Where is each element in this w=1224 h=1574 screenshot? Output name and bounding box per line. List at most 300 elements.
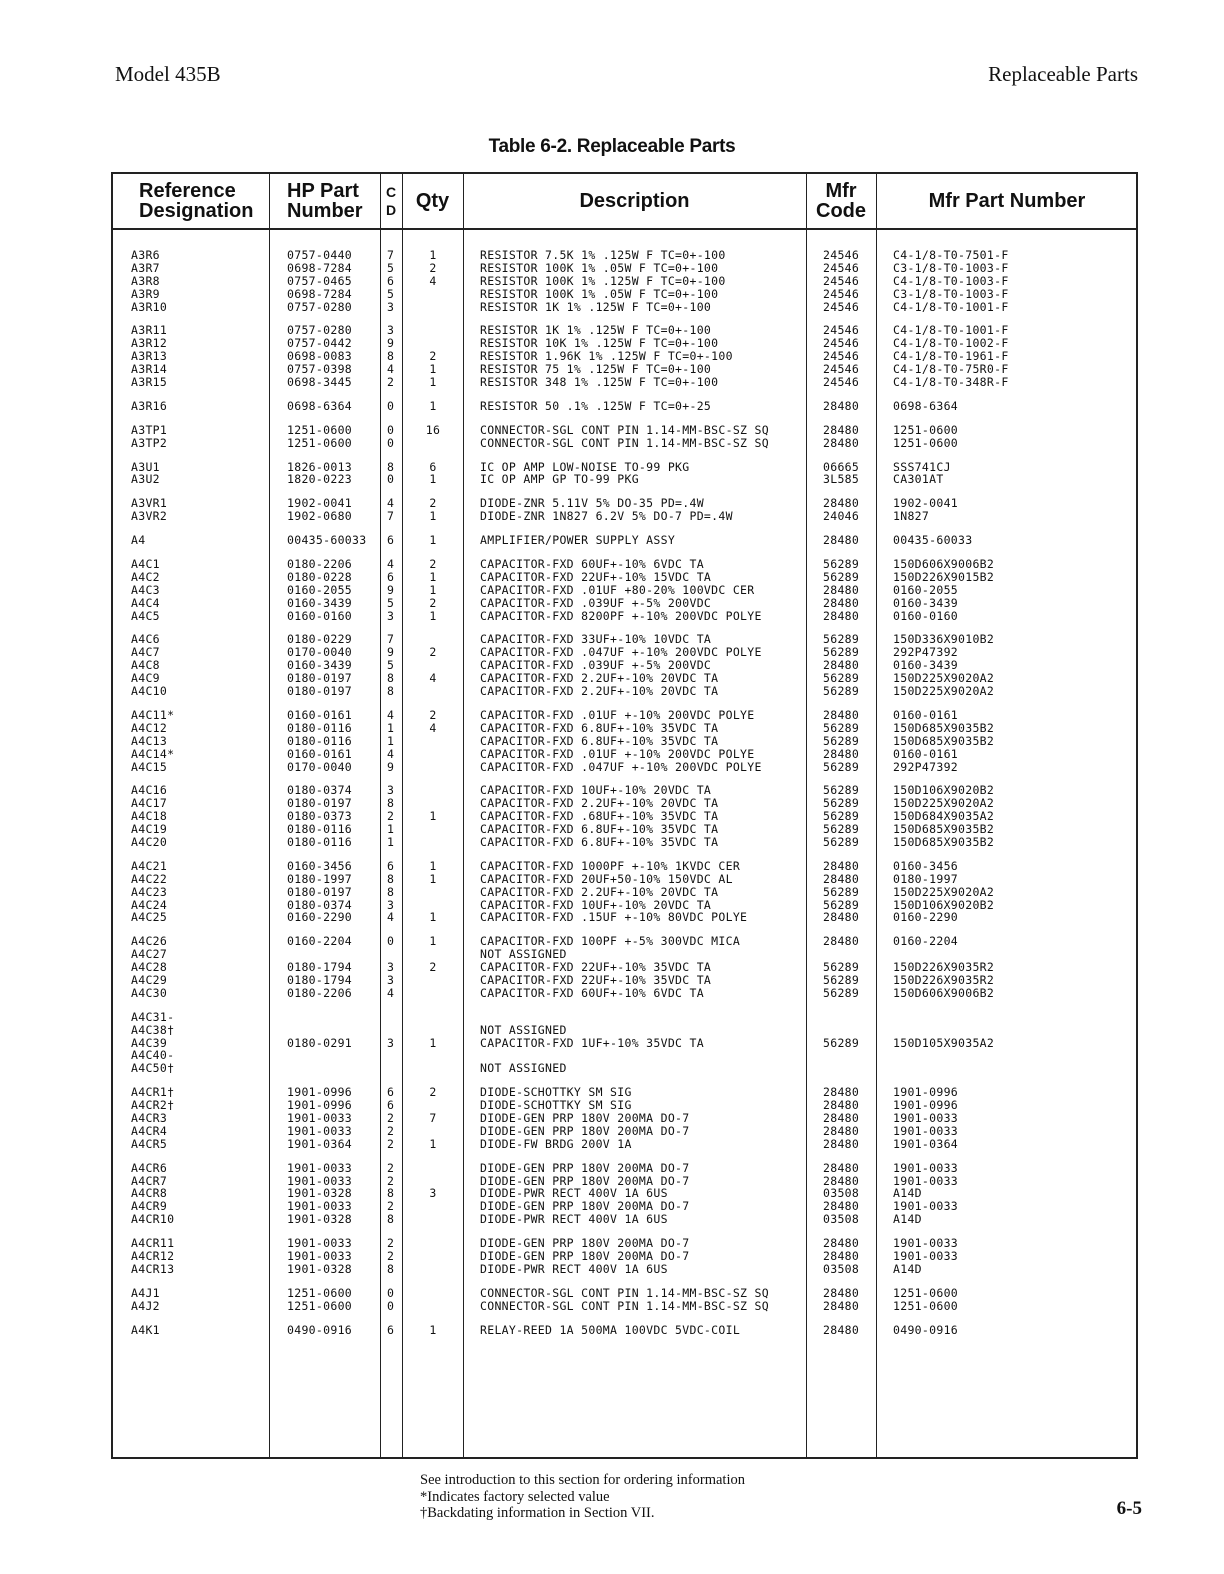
cell-mfr-code: 03508 bbox=[823, 1212, 860, 1227]
table-row bbox=[113, 288, 1136, 301]
row-group bbox=[113, 1324, 1136, 1337]
cell-mfr-part-number: 0160-2290 bbox=[893, 910, 959, 925]
cell-reference: A4C15 bbox=[131, 759, 168, 774]
cell-description: DIODE-SCHOTTKY SM SIG bbox=[480, 1098, 632, 1113]
cell-reference: A4C9 bbox=[131, 671, 160, 686]
cell-cd: 7 bbox=[387, 632, 395, 647]
cell-reference: A4C30 bbox=[131, 985, 168, 1000]
cell-mfr-part-number: 150D226X9035R2 bbox=[893, 960, 995, 975]
cell-hp-part: 1902-0680 bbox=[287, 509, 353, 524]
cell-description: DIODE-GEN PRP 180V 200MA DO-7 bbox=[480, 1123, 690, 1138]
cell-reference: A4C13 bbox=[131, 733, 168, 748]
cell-mfr-part-number: C4-1/8-T0-348R-F bbox=[893, 375, 1009, 390]
cell-cd: 8 bbox=[387, 684, 395, 699]
cell-reference: A4C10 bbox=[131, 684, 168, 699]
cell-mfr-part-number: 150D225X9020A2 bbox=[893, 796, 995, 811]
cell-mfr-part-number: 1N827 bbox=[893, 509, 930, 524]
cell-reference: A3R14 bbox=[131, 362, 168, 377]
table-row bbox=[113, 424, 1136, 437]
cell-cd: 3 bbox=[387, 897, 395, 912]
row-group bbox=[113, 633, 1136, 697]
table-row bbox=[113, 437, 1136, 450]
cell-cd: 4 bbox=[387, 985, 395, 1000]
cell-reference: A4C14* bbox=[131, 746, 175, 761]
cell-mfr-part-number: A14D bbox=[893, 1212, 922, 1227]
cell-reference: A4C7 bbox=[131, 645, 160, 660]
cell-cd: 1 bbox=[387, 720, 395, 735]
cell-cd: 1 bbox=[387, 733, 395, 748]
cell-cd: 0 bbox=[387, 1285, 395, 1300]
cell-hp-part: 0180-0116 bbox=[287, 733, 353, 748]
cell-qty: 2 bbox=[429, 260, 437, 275]
cell-mfr-code: 28480 bbox=[823, 934, 860, 949]
cell-mfr-code: 24546 bbox=[823, 248, 860, 262]
table-row bbox=[113, 709, 1136, 722]
cell-mfr-code: 56289 bbox=[823, 1035, 860, 1050]
table-row bbox=[113, 886, 1136, 899]
cell-hp-part: 0180-0197 bbox=[287, 796, 353, 811]
cell-description: CAPACITOR-FXD 60UF+-10% 6VDC TA bbox=[480, 557, 704, 572]
cell-hp-part: 1901-0033 bbox=[287, 1160, 353, 1175]
cell-mfr-part-number: 150D106X9020B2 bbox=[893, 783, 995, 798]
cell-mfr-code: 56289 bbox=[823, 985, 860, 1000]
cell-cd: 0 bbox=[387, 934, 395, 949]
cell-cd: 9 bbox=[387, 336, 395, 351]
cell-description: CAPACITOR-FXD 8200PF +-10% 200VDC POLYE bbox=[480, 608, 762, 623]
cell-mfr-part-number: C4-1/8-T0-1002-F bbox=[893, 336, 1009, 351]
column-header-reference-line1: Reference bbox=[139, 180, 236, 202]
cell-reference: A4K1 bbox=[131, 1322, 160, 1337]
cell-description: CAPACITOR-FXD 33UF+-10% 10VDC TA bbox=[480, 632, 712, 647]
cell-cd: 3 bbox=[387, 972, 395, 987]
cell-hp-part: 0180-0116 bbox=[287, 720, 353, 735]
cell-reference: A4C38† bbox=[131, 1022, 175, 1037]
table-row bbox=[113, 584, 1136, 597]
row-group bbox=[113, 461, 1136, 487]
table-row bbox=[113, 534, 1136, 547]
cell-cd: 5 bbox=[387, 595, 395, 610]
cell-cd: 0 bbox=[387, 435, 395, 450]
cell-description: RELAY-REED 1A 500MA 100VDC 5VDC-COIL bbox=[480, 1322, 741, 1337]
cell-mfr-code: 28480 bbox=[823, 398, 860, 413]
table-row bbox=[113, 1024, 1136, 1037]
cell-reference: A4C11* bbox=[131, 707, 175, 722]
cell-mfr-code: 28480 bbox=[823, 1136, 860, 1151]
cell-description: DIODE-ZNR 5.11V 5% DO-35 PD=.4W bbox=[480, 496, 704, 511]
cell-qty: 2 bbox=[429, 645, 437, 660]
cell-qty: 4 bbox=[429, 671, 437, 686]
table-row bbox=[113, 1049, 1136, 1062]
cell-reference: A4J1 bbox=[131, 1285, 160, 1300]
cell-hp-part: 1901-0033 bbox=[287, 1249, 353, 1263]
cell-hp-part: 0757-0442 bbox=[287, 336, 353, 351]
cell-mfr-code: 56289 bbox=[823, 733, 860, 748]
cell-hp-part: 0160-3456 bbox=[287, 858, 353, 873]
cell-hp-part: 0757-0465 bbox=[287, 273, 353, 288]
cell-cd: 4 bbox=[387, 707, 395, 722]
cell-hp-part: 1901-0033 bbox=[287, 1123, 353, 1138]
cell-mfr-code: 28480 bbox=[823, 1173, 860, 1188]
cell-reference: A4C40- bbox=[131, 1048, 175, 1063]
cell-qty: 2 bbox=[429, 960, 437, 975]
cell-cd: 5 bbox=[387, 260, 395, 275]
cell-description: IC OP AMP LOW-NOISE TO-99 PKG bbox=[480, 459, 690, 474]
cell-hp-part: 1251-0600 bbox=[287, 1285, 353, 1300]
row-group bbox=[113, 935, 1136, 999]
row-group bbox=[113, 534, 1136, 547]
cell-reference: A4C29 bbox=[131, 972, 168, 987]
cell-qty: 2 bbox=[429, 1085, 437, 1100]
cell-cd: 6 bbox=[387, 533, 395, 548]
cell-hp-part: 0160-0161 bbox=[287, 746, 353, 761]
column-header-mfr-line2: Code bbox=[816, 200, 866, 222]
cell-mfr-code: 56289 bbox=[823, 960, 860, 975]
cell-mfr-code: 28480 bbox=[823, 858, 860, 873]
cell-mfr-code: 28480 bbox=[823, 533, 860, 548]
cell-description: DIODE-GEN PRP 180V 200MA DO-7 bbox=[480, 1173, 690, 1188]
cell-cd: 4 bbox=[387, 557, 395, 572]
cell-mfr-code: 28480 bbox=[823, 746, 860, 761]
cell-qty: 1 bbox=[429, 1035, 437, 1050]
cell-cd: 0 bbox=[387, 398, 395, 413]
cell-mfr-part-number: C4-1/8-T0-7501-F bbox=[893, 248, 1009, 262]
cell-mfr-code: 24546 bbox=[823, 349, 860, 364]
cell-reference: A4C17 bbox=[131, 796, 168, 811]
cell-cd: 2 bbox=[387, 375, 395, 390]
cell-description: CAPACITOR-FXD 20UF+50-10% 150VDC AL bbox=[480, 871, 733, 886]
cell-mfr-code: 56289 bbox=[823, 897, 860, 912]
cell-qty: 3 bbox=[429, 1186, 437, 1201]
cell-qty: 4 bbox=[429, 720, 437, 735]
table-row bbox=[113, 836, 1136, 849]
cell-mfr-part-number: CA301AT bbox=[893, 472, 944, 487]
row-group bbox=[113, 709, 1136, 773]
cell-mfr-part-number: 292P47392 bbox=[893, 759, 959, 774]
cell-mfr-part-number: C4-1/8-T0-75R0-F bbox=[893, 362, 1009, 377]
cell-hp-part: 0757-0280 bbox=[287, 323, 353, 338]
cell-description: CAPACITOR-FXD 6.8UF+-10% 35VDC TA bbox=[480, 733, 719, 748]
cell-reference: A4J2 bbox=[131, 1298, 160, 1313]
cell-description: CONNECTOR-SGL CONT PIN 1.14-MM-BSC-SZ SQ bbox=[480, 435, 769, 450]
cell-hp-part: 1251-0600 bbox=[287, 435, 353, 450]
table-row bbox=[113, 1138, 1136, 1151]
cell-reference: A4C22 bbox=[131, 871, 168, 886]
cell-mfr-code: 56289 bbox=[823, 972, 860, 987]
cell-cd: 0 bbox=[387, 422, 395, 437]
cell-reference: A4C39 bbox=[131, 1035, 168, 1050]
cell-qty: 2 bbox=[429, 349, 437, 364]
cell-hp-part: 1901-0328 bbox=[287, 1261, 353, 1276]
table-row bbox=[113, 974, 1136, 987]
cell-qty: 1 bbox=[429, 910, 437, 925]
cell-reference: A4C1 bbox=[131, 557, 160, 572]
table-row bbox=[113, 860, 1136, 873]
header-model: Model 435B bbox=[115, 62, 221, 86]
cell-description: CAPACITOR-FXD 1000PF +-10% 1KVDC CER bbox=[480, 858, 741, 873]
table-row bbox=[113, 1300, 1136, 1313]
table-row bbox=[113, 597, 1136, 610]
cell-mfr-code: 28480 bbox=[823, 1322, 860, 1337]
cell-hp-part: 0180-0374 bbox=[287, 897, 353, 912]
cell-qty: 1 bbox=[429, 533, 437, 548]
cell-mfr-part-number: 150D606X9006B2 bbox=[893, 557, 995, 572]
cell-mfr-part-number: C4-1/8-T0-1003-F bbox=[893, 273, 1009, 288]
column-header-mfr-code bbox=[806, 174, 876, 228]
cell-mfr-part-number: C3-1/8-T0-1003-F bbox=[893, 260, 1009, 275]
cell-qty: 2 bbox=[429, 496, 437, 511]
cell-description: CONNECTOR-SGL CONT PIN 1.14-MM-BSC-SZ SQ bbox=[480, 422, 769, 437]
cell-reference: A3R6 bbox=[131, 248, 160, 262]
cell-qty: 2 bbox=[429, 595, 437, 610]
table-row bbox=[113, 400, 1136, 413]
cell-qty: 1 bbox=[429, 809, 437, 824]
cell-qty: 2 bbox=[429, 557, 437, 572]
cell-description: RESISTOR 100K 1% .125W F TC=0+-100 bbox=[480, 273, 726, 288]
cell-hp-part: 0180-0291 bbox=[287, 1035, 353, 1050]
cell-mfr-part-number: 0160-2055 bbox=[893, 582, 959, 597]
cell-hp-part: 0170-0040 bbox=[287, 759, 353, 774]
header-rule bbox=[113, 228, 1136, 230]
cell-hp-part: 0160-0161 bbox=[287, 707, 353, 722]
cell-cd: 6 bbox=[387, 1098, 395, 1113]
cell-mfr-code: 24546 bbox=[823, 375, 860, 390]
cell-cd: 2 bbox=[387, 1199, 395, 1214]
cell-mfr-code: 56289 bbox=[823, 884, 860, 899]
cell-qty: 6 bbox=[429, 459, 437, 474]
cell-qty: 1 bbox=[429, 472, 437, 487]
cell-description: CAPACITOR-FXD 22UF+-10% 15VDC TA bbox=[480, 569, 712, 584]
cell-cd: 3 bbox=[387, 608, 395, 623]
cell-mfr-code: 28480 bbox=[823, 422, 860, 437]
table-row bbox=[113, 1125, 1136, 1138]
cell-mfr-part-number: 1901-0364 bbox=[893, 1136, 959, 1151]
cell-hp-part: 1826-0013 bbox=[287, 459, 353, 474]
cell-mfr-part-number: 292P47392 bbox=[893, 645, 959, 660]
cell-mfr-code: 28480 bbox=[823, 1199, 860, 1214]
cell-cd: 4 bbox=[387, 746, 395, 761]
cell-description: DIODE-PWR RECT 400V 1A 6US bbox=[480, 1186, 668, 1201]
cell-hp-part: 0170-0040 bbox=[287, 645, 353, 660]
cell-mfr-code: 56289 bbox=[823, 671, 860, 686]
cell-qty: 16 bbox=[425, 422, 441, 437]
cell-hp-part: 00435-60033 bbox=[287, 533, 367, 548]
cell-mfr-part-number: 1901-0996 bbox=[893, 1098, 959, 1113]
cell-description: CAPACITOR-FXD 6.8UF+-10% 35VDC TA bbox=[480, 834, 719, 849]
cell-description: DIODE-GEN PRP 180V 200MA DO-7 bbox=[480, 1110, 690, 1125]
cell-cd: 8 bbox=[387, 871, 395, 886]
cell-reference: A4C23 bbox=[131, 884, 168, 899]
table-row bbox=[113, 376, 1136, 389]
cell-reference: A4C16 bbox=[131, 783, 168, 798]
cell-hp-part: 0180-1794 bbox=[287, 960, 353, 975]
cell-description: CAPACITOR-FXD .047UF +-10% 200VDC POLYE bbox=[480, 759, 762, 774]
cell-mfr-part-number: SSS741CJ bbox=[893, 459, 951, 474]
cell-description: CAPACITOR-FXD 100PF +-5% 300VDC MICA bbox=[480, 934, 741, 949]
header-section: Replaceable Parts bbox=[988, 62, 1138, 86]
cell-hp-part: 1902-0041 bbox=[287, 496, 353, 511]
page-number: 6-5 bbox=[1116, 1498, 1142, 1519]
cell-reference: A4CR5 bbox=[131, 1136, 168, 1151]
cell-mfr-code: 28480 bbox=[823, 1123, 860, 1138]
cell-mfr-code: 56289 bbox=[823, 759, 860, 774]
cell-description: NOT ASSIGNED bbox=[480, 1061, 567, 1076]
cell-mfr-part-number: 150D106X9020B2 bbox=[893, 897, 995, 912]
cell-cd: 9 bbox=[387, 759, 395, 774]
cell-reference: A4C3 bbox=[131, 582, 160, 597]
column-header-cd-c: C bbox=[385, 184, 397, 200]
cell-description: RESISTOR 10K 1% .125W F TC=0+-100 bbox=[480, 336, 719, 351]
cell-mfr-part-number: 1902-0041 bbox=[893, 496, 959, 511]
cell-mfr-code: 28480 bbox=[823, 1249, 860, 1263]
cell-hp-part: 0180-1997 bbox=[287, 871, 353, 886]
row-group bbox=[113, 1086, 1136, 1150]
cell-mfr-part-number: 150D685X9035B2 bbox=[893, 834, 995, 849]
cell-cd: 8 bbox=[387, 459, 395, 474]
cell-hp-part: 1251-0600 bbox=[287, 1298, 353, 1313]
cell-cd: 0 bbox=[387, 472, 395, 487]
cell-reference: A3R7 bbox=[131, 260, 160, 275]
cell-reference: A4CR8 bbox=[131, 1186, 168, 1201]
cell-description: CAPACITOR-FXD 2.2UF+-10% 20VDC TA bbox=[480, 671, 719, 686]
cell-description: RESISTOR 100K 1% .05W F TC=0+-100 bbox=[480, 286, 719, 301]
row-group bbox=[113, 1162, 1136, 1226]
cell-reference: A4C31- bbox=[131, 1009, 175, 1024]
cell-mfr-part-number: 00435-60033 bbox=[893, 533, 973, 548]
column-header-reference bbox=[139, 174, 269, 228]
cell-hp-part: 0698-3445 bbox=[287, 375, 353, 390]
cell-mfr-part-number: 1251-0600 bbox=[893, 435, 959, 450]
cell-hp-part: 0180-0116 bbox=[287, 822, 353, 837]
cell-mfr-code: 24546 bbox=[823, 323, 860, 338]
cell-cd: 8 bbox=[387, 349, 395, 364]
cell-mfr-part-number: 150D105X9035A2 bbox=[893, 1035, 995, 1050]
cell-cd: 7 bbox=[387, 248, 395, 262]
cell-reference: A4CR12 bbox=[131, 1249, 175, 1263]
row-group bbox=[113, 424, 1136, 450]
cell-description: NOT ASSIGNED bbox=[480, 1022, 567, 1037]
column-header-cd-d: D bbox=[385, 202, 397, 218]
cell-hp-part: 0180-0373 bbox=[287, 809, 353, 824]
cell-hp-part: 0180-1794 bbox=[287, 972, 353, 987]
cell-reference: A4CR4 bbox=[131, 1123, 168, 1138]
row-group bbox=[113, 1011, 1136, 1075]
cell-mfr-part-number: 1901-0033 bbox=[893, 1160, 959, 1175]
row-group bbox=[113, 249, 1136, 313]
cell-mfr-code: 28480 bbox=[823, 871, 860, 886]
table-row bbox=[113, 1287, 1136, 1300]
cell-mfr-part-number: 0160-0160 bbox=[893, 608, 959, 623]
cell-reference: A4CR10 bbox=[131, 1212, 175, 1227]
cell-hp-part: 0160-3439 bbox=[287, 595, 353, 610]
table-row bbox=[113, 1112, 1136, 1125]
cell-description: CAPACITOR-FXD .68UF+-10% 35VDC TA bbox=[480, 809, 719, 824]
cell-mfr-code: 28480 bbox=[823, 1085, 860, 1100]
table-row bbox=[113, 571, 1136, 584]
cell-qty: 1 bbox=[429, 362, 437, 377]
cell-mfr-part-number: 1901-0033 bbox=[893, 1236, 959, 1251]
cell-reference: A4CR7 bbox=[131, 1173, 168, 1188]
cell-hp-part: 1251-0600 bbox=[287, 422, 353, 437]
table-title: Table 6-2. Replaceable Parts bbox=[488, 136, 736, 157]
cell-mfr-code: 28480 bbox=[823, 658, 860, 673]
column-header-cd bbox=[380, 174, 402, 228]
cell-hp-part: 0160-2290 bbox=[287, 910, 353, 925]
cell-reference: A3R15 bbox=[131, 375, 168, 390]
cell-mfr-code: 24546 bbox=[823, 299, 860, 314]
table-row bbox=[113, 1062, 1136, 1075]
cell-mfr-code: 28480 bbox=[823, 1285, 860, 1300]
cell-reference: A4C20 bbox=[131, 834, 168, 849]
table-row bbox=[113, 748, 1136, 761]
cell-hp-part: 0757-0398 bbox=[287, 362, 353, 377]
cell-cd: 3 bbox=[387, 323, 395, 338]
cell-description: CAPACITOR-FXD 6.8UF+-10% 35VDC TA bbox=[480, 822, 719, 837]
table-row bbox=[113, 1162, 1136, 1175]
cell-hp-part: 0180-0229 bbox=[287, 632, 353, 647]
cell-mfr-part-number: 0160-3439 bbox=[893, 658, 959, 673]
cell-mfr-code: 56289 bbox=[823, 684, 860, 699]
cell-cd: 6 bbox=[387, 858, 395, 873]
cell-mfr-code: 28480 bbox=[823, 707, 860, 722]
cell-qty: 1 bbox=[429, 871, 437, 886]
table-row bbox=[113, 1324, 1136, 1337]
column-header-mfr-line1: Mfr bbox=[825, 180, 857, 202]
cell-reference: A3R12 bbox=[131, 336, 168, 351]
column-header-hp-part bbox=[287, 174, 380, 228]
cell-mfr-code: 24546 bbox=[823, 286, 860, 301]
cell-mfr-part-number: 0160-0161 bbox=[893, 746, 959, 761]
row-group bbox=[113, 784, 1136, 848]
cell-description: RESISTOR 75 1% .125W F TC=0+-100 bbox=[480, 362, 712, 377]
cell-description: CAPACITOR-FXD 2.2UF+-10% 20VDC TA bbox=[480, 796, 719, 811]
cell-description: CAPACITOR-FXD 1UF+-10% 35VDC TA bbox=[480, 1035, 704, 1050]
table-row bbox=[113, 262, 1136, 275]
cell-mfr-part-number: 1251-0600 bbox=[893, 1298, 959, 1313]
cell-cd: 7 bbox=[387, 509, 395, 524]
cell-mfr-part-number: 0160-3439 bbox=[893, 595, 959, 610]
cell-reference: A4 bbox=[131, 533, 146, 548]
cell-description: DIODE-PWR RECT 400V 1A 6US bbox=[480, 1212, 668, 1227]
cell-description: DIODE-SCHOTTKY SM SIG bbox=[480, 1085, 632, 1100]
cell-cd: 4 bbox=[387, 910, 395, 925]
cell-mfr-code: 56289 bbox=[823, 632, 860, 647]
cell-cd: 8 bbox=[387, 796, 395, 811]
cell-mfr-code: 28480 bbox=[823, 582, 860, 597]
cell-reference: A4C27 bbox=[131, 947, 168, 962]
cell-qty: 1 bbox=[429, 248, 437, 262]
cell-mfr-code: 56289 bbox=[823, 557, 860, 572]
cell-cd: 8 bbox=[387, 1261, 395, 1276]
cell-mfr-code: 03508 bbox=[823, 1186, 860, 1201]
cell-hp-part: 1901-0033 bbox=[287, 1236, 353, 1251]
cell-cd: 8 bbox=[387, 1212, 395, 1227]
cell-qty: 1 bbox=[429, 608, 437, 623]
cell-cd: 4 bbox=[387, 362, 395, 377]
table-row bbox=[113, 735, 1136, 748]
column-header-qty: Qty bbox=[415, 190, 450, 212]
cell-reference: A4CR11 bbox=[131, 1236, 175, 1251]
cell-qty: 2 bbox=[429, 707, 437, 722]
cell-reference: A4CR3 bbox=[131, 1110, 168, 1125]
cell-mfr-part-number: 150D685X9035B2 bbox=[893, 720, 995, 735]
cell-reference: A4C50† bbox=[131, 1061, 175, 1076]
cell-hp-part: 0180-0197 bbox=[287, 671, 353, 686]
table-row bbox=[113, 558, 1136, 571]
cell-hp-part: 0757-0440 bbox=[287, 248, 353, 262]
cell-cd: 2 bbox=[387, 1236, 395, 1251]
cell-mfr-code: 24046 bbox=[823, 509, 860, 524]
cell-cd: 2 bbox=[387, 1160, 395, 1175]
